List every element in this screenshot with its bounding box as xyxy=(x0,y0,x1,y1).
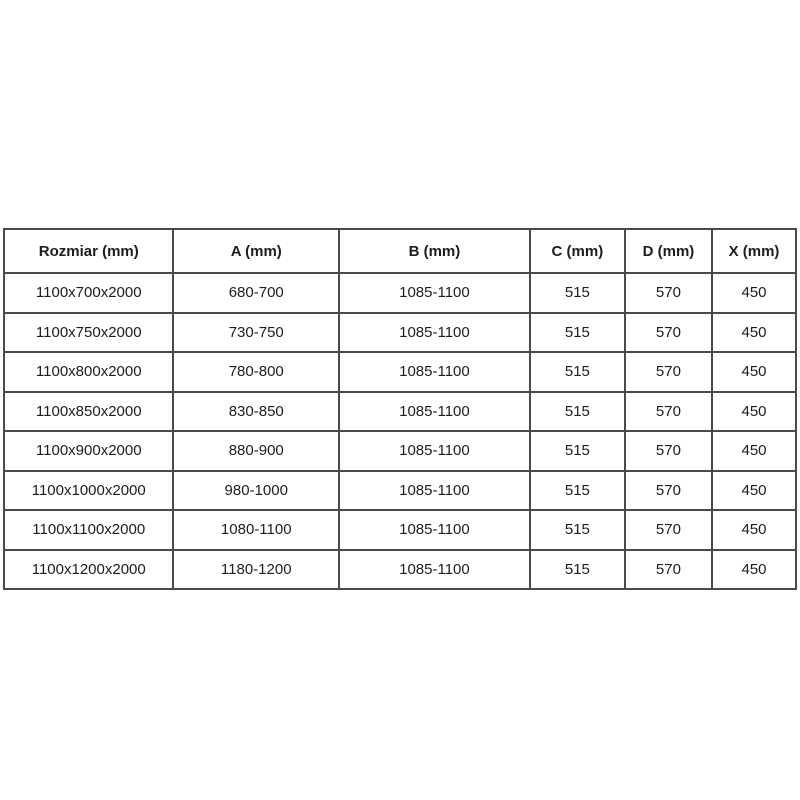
table-cell: 570 xyxy=(625,313,712,353)
table-cell: 1085-1100 xyxy=(339,510,530,550)
table-cell: 515 xyxy=(530,273,625,313)
table-cell: 1100x900x2000 xyxy=(4,431,173,471)
table-body xyxy=(4,273,796,589)
table-cell: 450 xyxy=(712,352,796,392)
table-row xyxy=(4,431,796,471)
size-table-container xyxy=(3,228,797,590)
table-row xyxy=(4,550,796,590)
table-cell: 1085-1100 xyxy=(339,471,530,511)
table-cell: 1100x700x2000 xyxy=(4,273,173,313)
size-table xyxy=(3,228,797,590)
table-cell: 570 xyxy=(625,550,712,590)
table-cell: 450 xyxy=(712,550,796,590)
table-cell: 1100x850x2000 xyxy=(4,392,173,432)
table-cell: 1100x1100x2000 xyxy=(4,510,173,550)
table-cell: 570 xyxy=(625,510,712,550)
table-row xyxy=(4,392,796,432)
table-cell: 680-700 xyxy=(173,273,339,313)
table-cell: 1180-1200 xyxy=(173,550,339,590)
header-cell: A (mm) xyxy=(173,229,339,273)
table-cell: 515 xyxy=(530,352,625,392)
table-cell: 450 xyxy=(712,392,796,432)
table-cell: 570 xyxy=(625,431,712,471)
table-cell: 515 xyxy=(530,392,625,432)
header-cell: C (mm) xyxy=(530,229,625,273)
table-cell: 515 xyxy=(530,510,625,550)
table-row xyxy=(4,273,796,313)
table-cell: 1100x800x2000 xyxy=(4,352,173,392)
table-cell: 570 xyxy=(625,392,712,432)
table-cell: 980-1000 xyxy=(173,471,339,511)
table-cell: 780-800 xyxy=(173,352,339,392)
table-cell: 880-900 xyxy=(173,431,339,471)
table-cell: 515 xyxy=(530,313,625,353)
table-cell: 1085-1100 xyxy=(339,313,530,353)
header-cell: X (mm) xyxy=(712,229,796,273)
table-cell: 1080-1100 xyxy=(173,510,339,550)
table-row xyxy=(4,471,796,511)
table-row xyxy=(4,313,796,353)
table-cell: 450 xyxy=(712,471,796,511)
header-cell: B (mm) xyxy=(339,229,530,273)
table-cell: 1085-1100 xyxy=(339,352,530,392)
table-cell: 730-750 xyxy=(173,313,339,353)
table-cell: 570 xyxy=(625,471,712,511)
table-cell: 450 xyxy=(712,431,796,471)
table-cell: 1085-1100 xyxy=(339,550,530,590)
table-cell: 1085-1100 xyxy=(339,392,530,432)
header-cell: Rozmiar (mm) xyxy=(4,229,173,273)
table-cell: 1100x1000x2000 xyxy=(4,471,173,511)
table-cell: 570 xyxy=(625,273,712,313)
table-cell: 450 xyxy=(712,313,796,353)
table-row xyxy=(4,352,796,392)
table-cell: 515 xyxy=(530,431,625,471)
table-cell: 570 xyxy=(625,352,712,392)
table-cell: 830-850 xyxy=(173,392,339,432)
table-cell: 1085-1100 xyxy=(339,431,530,471)
table-cell: 1100x1200x2000 xyxy=(4,550,173,590)
table-cell: 1085-1100 xyxy=(339,273,530,313)
table-cell: 450 xyxy=(712,510,796,550)
table-cell: 515 xyxy=(530,550,625,590)
table-cell: 450 xyxy=(712,273,796,313)
table-cell: 515 xyxy=(530,471,625,511)
table-cell: 1100x750x2000 xyxy=(4,313,173,353)
header-row xyxy=(4,229,796,273)
header-cell: D (mm) xyxy=(625,229,712,273)
table-row xyxy=(4,510,796,550)
